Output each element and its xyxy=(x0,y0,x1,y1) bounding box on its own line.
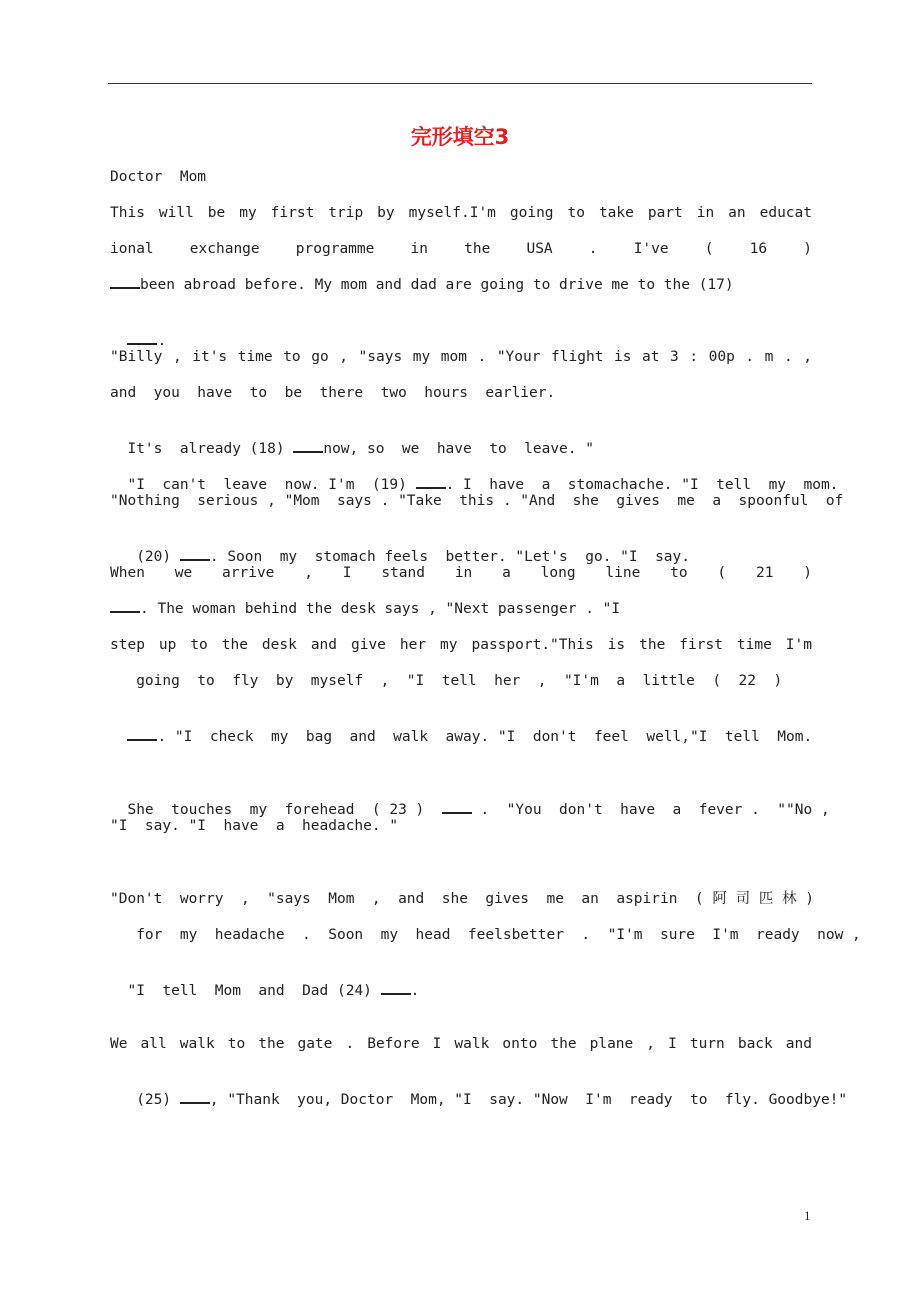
text-line xyxy=(110,527,690,565)
blank-24[interactable] xyxy=(381,983,411,995)
blank-25[interactable] xyxy=(180,1092,210,1104)
blank-20[interactable] xyxy=(180,549,210,561)
text-segment: . "You don't have a fever . ""No , xyxy=(480,802,830,818)
text-line xyxy=(110,455,839,493)
text-line: "Billy , it's time to go , "says my mom . "Your flight is at 3 : 00p . m . , xyxy=(110,349,812,365)
text-line: "Nothing serious , "Mom says . "Take this . "And she gives me a spoonful of xyxy=(110,493,844,509)
text-line: "Don't worry , "says Mom , and she gives me an aspirin ( 阿 司 匹 林 ) xyxy=(110,891,814,907)
text-line: ional exchange programme in the USA . I've ( 16 ) xyxy=(110,241,812,257)
text-line: for my headache . Soon my head feelsbetter . "I'm sure I'm ready now , xyxy=(110,927,861,943)
page-number: 1 xyxy=(804,1208,811,1223)
text-segment: . The woman behind the desk says , "Next passenger . "I xyxy=(140,601,621,617)
text-line: Doctor Mom xyxy=(110,169,207,185)
text-line: going to fly by myself , "I tell her , "I'm a little ( 22 ) xyxy=(110,673,783,689)
blank-19[interactable] xyxy=(416,477,446,489)
text-segment: It's already (18) xyxy=(127,441,294,457)
text-segment: . Soon my stomach feels better. "Let's go. "I say. xyxy=(209,549,690,565)
blank-23[interactable] xyxy=(442,802,472,814)
text-segment: , "Thank you, Doctor Mom, "I say. "Now I'm ready to fly. Goodbye!" xyxy=(209,1092,848,1108)
text-line xyxy=(110,599,812,619)
text-line: and you have to be there two hours earlier. xyxy=(110,385,556,401)
text-segment: "I can't leave now. I'm (19) xyxy=(127,477,416,493)
text-segment: She touches my forehead ( 23 ) xyxy=(127,802,425,818)
blank-21[interactable] xyxy=(110,601,140,613)
text-segment: been abroad before. My mom and dad are going to drive me to the (17) xyxy=(140,277,734,293)
text-segment: (20) xyxy=(127,549,180,565)
text-line: We all walk to the gate . Before I walk onto the plane , I turn back and xyxy=(110,1036,812,1052)
text-segment: . xyxy=(157,333,167,349)
text-line xyxy=(110,311,167,349)
text-segment: . "I check my bag and walk away. "I don't feel well,"I tell Mom. xyxy=(157,729,813,745)
text-line: step up to the desk and give her my passport."This is the first time I'm xyxy=(110,637,812,653)
blank-17[interactable] xyxy=(127,333,157,345)
text-line: When we arrive , I stand in a long line to ( 21 ) xyxy=(110,565,812,581)
blank-22[interactable] xyxy=(127,729,157,741)
text-line xyxy=(110,780,830,818)
header-rule xyxy=(108,83,812,84)
blank-16[interactable] xyxy=(110,277,140,289)
blank-18[interactable] xyxy=(293,441,323,453)
text-line xyxy=(110,275,812,295)
text-line xyxy=(110,419,594,457)
page-title: 完形填空3 xyxy=(410,125,510,149)
text-line: "I say. "I have a headache. " xyxy=(110,818,399,834)
text-line: "I tell Mom and Dad (24) . xyxy=(127,983,420,999)
text-line xyxy=(110,1070,848,1108)
text-line: This will be my first trip by myself.I'm going to take part in an educat xyxy=(110,205,812,221)
text-segment: (25) xyxy=(127,1092,180,1108)
text-segment: now, so we have to leave. " xyxy=(323,441,594,457)
text-segment: "I tell Mom and Dad (24) xyxy=(127,983,381,999)
text-segment: . I have a stomachache. "I tell my mom. xyxy=(445,477,839,493)
text-line xyxy=(110,707,813,745)
